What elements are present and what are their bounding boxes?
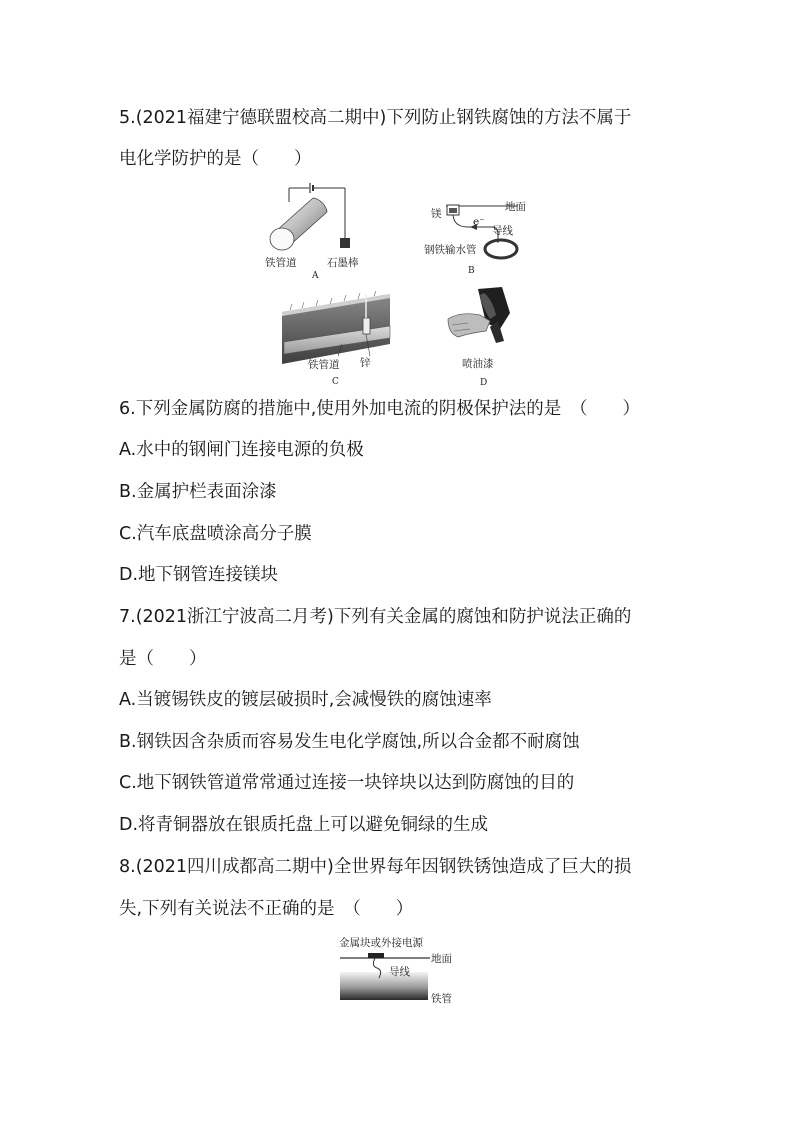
fig-b-pipe-label: 钢铁输水管 — [424, 244, 477, 256]
figure-c — [280, 290, 395, 390]
fig-q8-ground-label: 地面 — [431, 953, 452, 965]
fig-d-paint-label: 喷油漆 — [462, 358, 494, 370]
fig-a-rod-label: 石墨棒 — [327, 257, 359, 269]
fig-q8-block-label: 金属块或外接电源 — [339, 937, 423, 949]
fig-a-letter: A — [312, 271, 319, 280]
fig-d-letter: D — [480, 378, 488, 388]
q6-option-b: B.金属护栏表面涂漆 — [119, 482, 277, 502]
fig-b-mg-label: 镁 — [431, 208, 442, 220]
fig-b-electron-label: e⁻ — [473, 216, 485, 228]
q7-stem-line1: 7.(2021浙江宁波高二月考)下列有关金属的腐蚀和防护说法正确的 — [119, 607, 632, 627]
q7-option-b: B.钢铁因含杂质而容易发生电化学腐蚀,所以合金都不耐腐蚀 — [119, 732, 580, 752]
q8-stem-line2: 失,下列有关说法不正确的是 （ ） — [119, 899, 414, 919]
figure-d — [440, 285, 530, 390]
figure-a — [255, 180, 380, 280]
q7-stem-line2: 是（ ） — [119, 649, 207, 669]
q7-option-c: C.地下钢铁管道常常通过连接一块锌块以达到防腐蚀的目的 — [119, 773, 575, 793]
figure-q8 — [335, 934, 470, 1006]
fig-b-letter: B — [468, 266, 475, 276]
q5-stem-line1: 5.(2021福建宁德联盟校高二期中)下列防止钢铁腐蚀的方法不属于 — [119, 108, 632, 128]
fig-c-zinc-label: 锌 — [360, 357, 371, 369]
fig-c-pipe-label: 铁管道 — [308, 359, 340, 371]
fig-q8-wire-label: 导线 — [389, 966, 410, 978]
q7-option-a: A.当镀锡铁皮的镀层破损时,会减慢铁的腐蚀速率 — [119, 690, 492, 710]
fig-b-wire-label: 导线 — [492, 225, 513, 237]
fig-q8-pipe-label: 铁管 — [431, 993, 452, 1005]
fig-a-pipe-label: 铁管道 — [265, 257, 297, 269]
fig-c-letter: C — [332, 377, 339, 387]
q6-option-d: D.地下钢管连接镁块 — [119, 565, 279, 585]
q5-stem-line2: 电化学防护的是（ ） — [119, 149, 312, 169]
q6-stem: 6.下列金属防腐的措施中,使用外加电流的阴极保护法的是 （ ） — [119, 399, 641, 419]
fig-b-ground-label: 地面 — [505, 201, 526, 213]
q7-option-d: D.将青铜器放在银质托盘上可以避免铜绿的生成 — [119, 815, 489, 835]
figure-b — [418, 197, 548, 282]
q6-option-c: C.汽车底盘喷涂高分子膜 — [119, 524, 312, 544]
q6-option-a: A.水中的钢闸门连接电源的负极 — [119, 440, 364, 460]
q8-stem-line1: 8.(2021四川成都高二期中)全世界每年因钢铁锈蚀造成了巨大的损 — [119, 857, 632, 877]
